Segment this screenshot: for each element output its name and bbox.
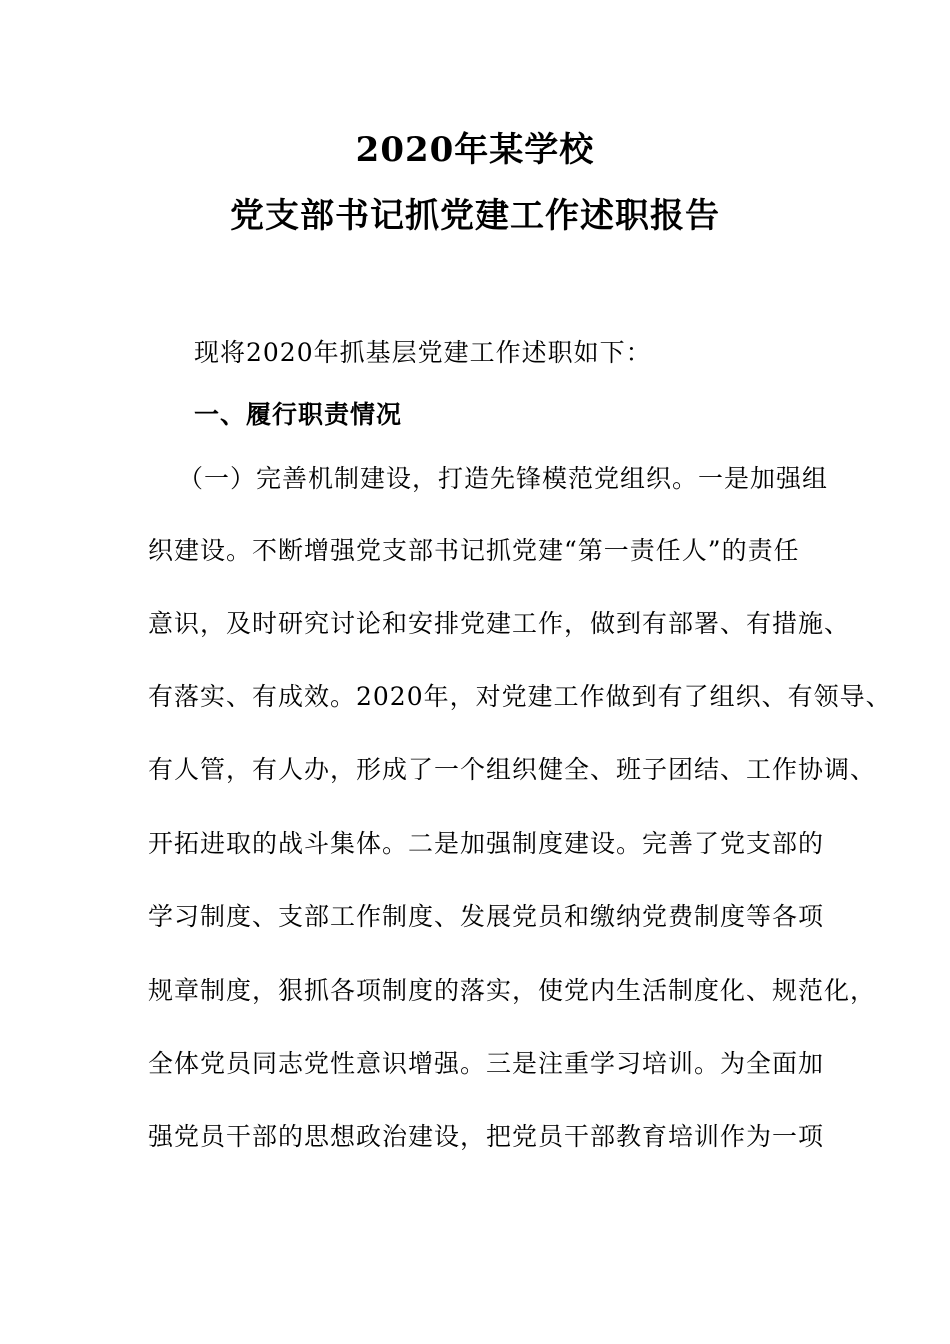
body-line: 有落实、有成效。2020年，对党建工作做到有了组织、有领导、	[148, 682, 892, 711]
body-line: 强党员干部的思想政治建设，把党员干部教育培训作为一项	[148, 1122, 825, 1151]
body-line: 学习制度、支部工作制度、发展党员和缴纳党费制度等各项	[148, 902, 825, 931]
body-line: 有人管，有人办，形成了一个组织健全、班子团结、工作协调、	[148, 755, 877, 784]
intro-paragraph: 现将2020年抓基层党建工作述职如下：	[194, 338, 652, 367]
body-line: 开拓进取的战斗集体。二是加强制度建设。完善了党支部的	[148, 829, 825, 858]
body-line: 规章制度，狠抓各项制度的落实，使党内生活制度化、规范化，	[148, 976, 877, 1005]
section-heading: 一、履行职责情况	[194, 400, 403, 429]
body-line: 全体党员同志党性意识增强。三是注重学习培训。为全面加	[148, 1049, 825, 1078]
body-line: （一）完善机制建设，打造先锋模范党组织。一是加强组	[178, 464, 829, 493]
body-line: 织建设。不断增强党支部书记抓党建“第一责任人”的责任	[148, 536, 800, 565]
document-title-line-2: 党支部书记抓党建工作述职报告	[230, 196, 720, 236]
body-line: 意识，及时研究讨论和安排党建工作，做到有部署、有措施、	[148, 609, 851, 638]
document-title-line-1: 2020年某学校	[355, 130, 595, 170]
